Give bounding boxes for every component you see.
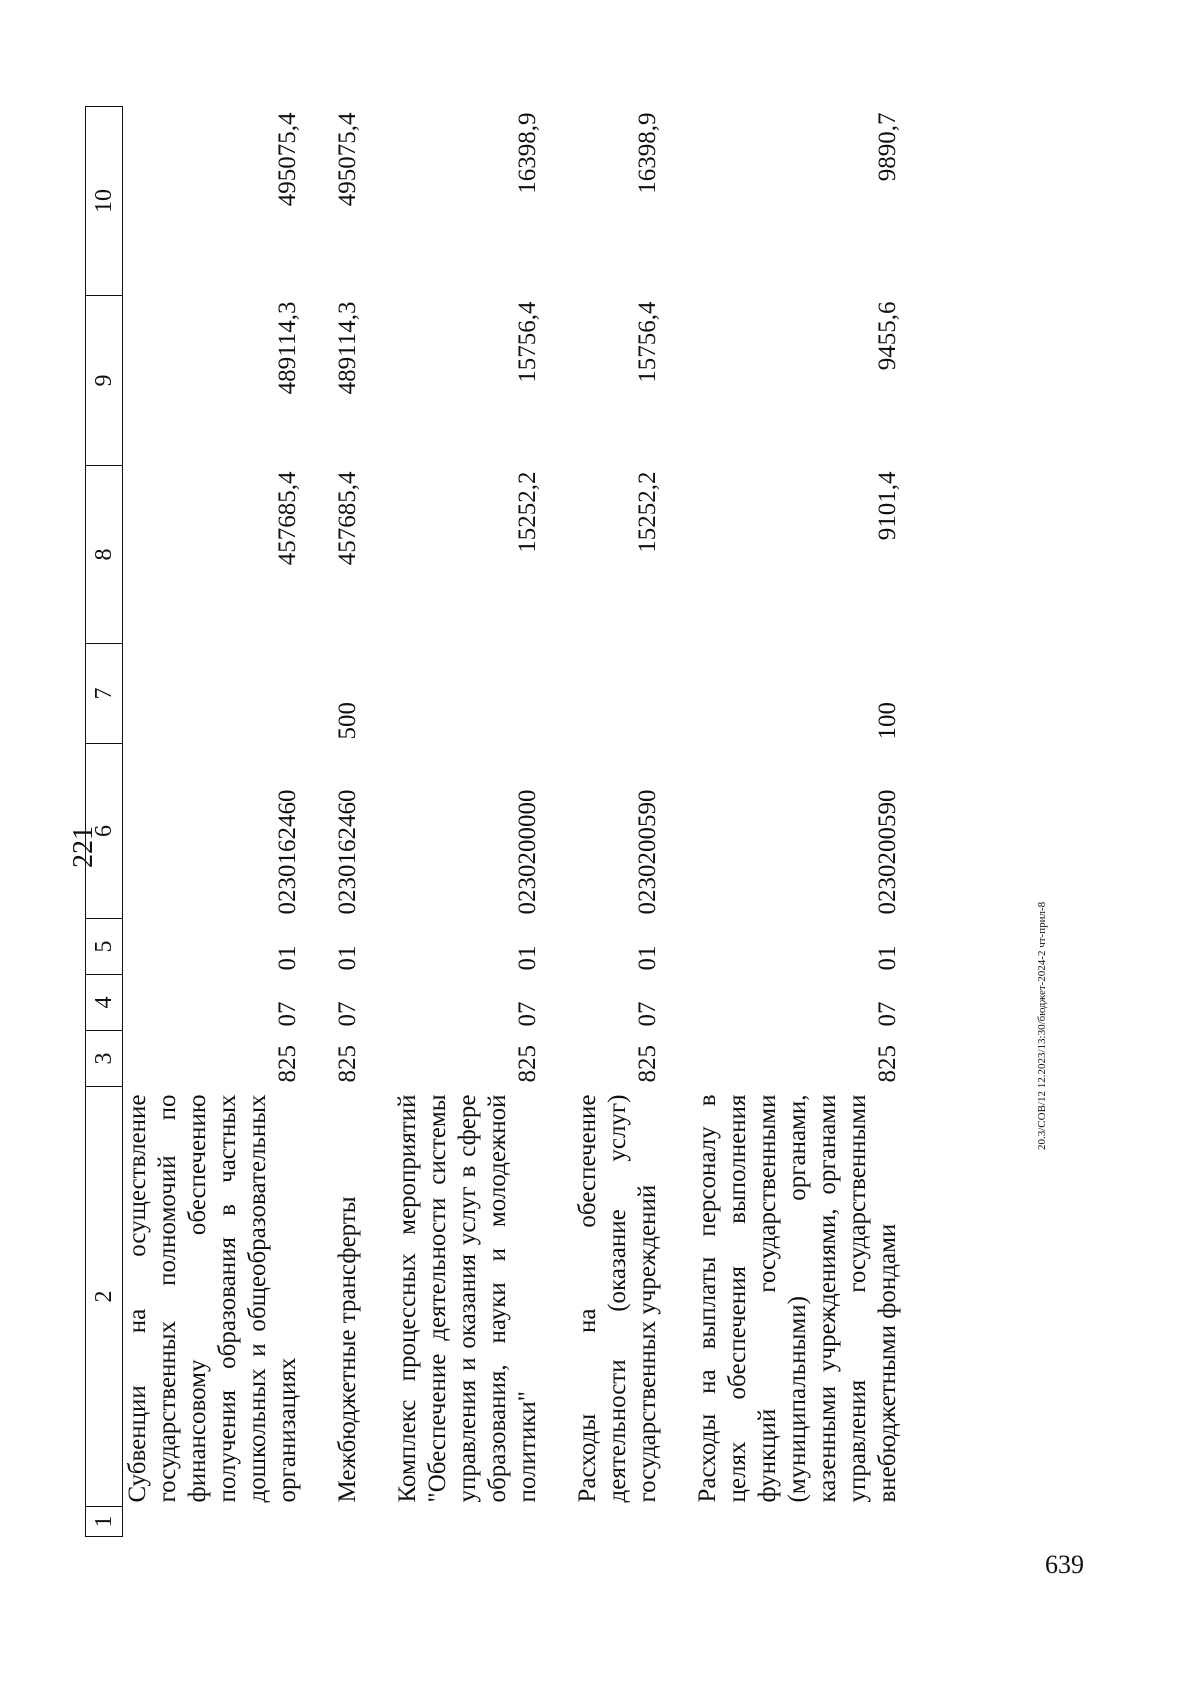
cell-amount-2025: 9455,6 xyxy=(874,301,901,371)
cell-expense-type: 100 xyxy=(874,702,901,740)
cell-target-article: 0230200590 xyxy=(874,789,901,915)
cell-amount-2024: 457685,4 xyxy=(274,471,301,566)
cell-amount-2024: 457685,4 xyxy=(334,471,361,566)
cell-subsection: 01 xyxy=(634,945,661,971)
cell-description: Расходы на обеспечение деятельности (оказание услуг) государственных учреждений xyxy=(574,1094,661,1503)
cell-section: 07 xyxy=(274,1001,301,1027)
cell-amount-2025: 15756,4 xyxy=(634,301,661,383)
footer-code: 20.3/СОВ/12 12.2023/13:30/бюджет-2024-2 чт-прил-8 xyxy=(1036,901,1048,1150)
cell-section: 07 xyxy=(334,1001,361,1027)
header-col-3: 3 xyxy=(86,1031,123,1087)
cell-amount-2025: 489114,3 xyxy=(334,301,361,395)
header-col-9: 9 xyxy=(86,296,123,466)
cell-c1 xyxy=(123,1507,304,1537)
cell-amount-2024: 9101,4 xyxy=(874,471,901,541)
header-col-6: 6 xyxy=(86,744,123,919)
row-spacer xyxy=(303,107,333,1537)
cell-target-article: 0230200590 xyxy=(634,789,661,915)
cell-amount-2024: 15252,2 xyxy=(634,471,661,553)
table-row xyxy=(123,107,304,1537)
header-col-4: 4 xyxy=(86,975,123,1031)
cell-subsection: 01 xyxy=(514,945,541,971)
cell-expense-type xyxy=(573,644,663,744)
cell-expense-type xyxy=(393,644,543,744)
cell-target-article: 0230162460 xyxy=(274,789,301,915)
table-row xyxy=(573,107,663,1537)
cell-amount-2026: 16398,9 xyxy=(634,112,661,194)
page-folio: 639 xyxy=(1045,1550,1084,1579)
row-spacer xyxy=(363,107,393,1537)
table-row xyxy=(333,107,363,1537)
cell-section: 07 xyxy=(874,1001,901,1027)
header-col-10: 10 xyxy=(86,107,123,296)
cell-section: 07 xyxy=(634,1001,661,1027)
table-row xyxy=(693,107,903,1537)
header-col-7: 7 xyxy=(86,644,123,744)
cell-amount-2026: 16398,9 xyxy=(514,112,541,194)
header-row xyxy=(86,107,123,1537)
cell-description: Межбюджетные трансферты xyxy=(334,1196,361,1503)
header-col-2: 2 xyxy=(86,1087,123,1507)
cell-target-article: 0230162460 xyxy=(334,789,361,915)
cell-expense-type: 500 xyxy=(334,702,361,740)
cell-description: Комплекс процессных мероприятий "Обеспечение деятельности системы управления и оказания услуг в сфере образования, науки и молодежной политики" xyxy=(394,1094,541,1503)
header-col-5: 5 xyxy=(86,919,123,975)
cell-amount-2026: 495075,4 xyxy=(274,112,301,207)
cell-description: Субвенции на осуществление государственных полномочий по финансовому обеспечению получения образования в частных дошкольных и общеобразовательных организациях xyxy=(124,1094,301,1503)
cell-ministry: 825 xyxy=(334,1045,361,1083)
cell-section: 07 xyxy=(514,1001,541,1027)
header-col-8: 8 xyxy=(86,466,123,644)
cell-ministry: 825 xyxy=(634,1045,661,1083)
cell-amount-2024: 15252,2 xyxy=(514,471,541,553)
cell-description: Расходы на выплаты персоналу в целях обеспечения выполнения функций государственными (муниципальными) органами, казенными учреждениями, органами управления государственными внебюджетными фондами xyxy=(694,1094,901,1503)
cell-c1 xyxy=(393,1507,543,1537)
cell-ministry: 825 xyxy=(874,1045,901,1083)
cell-ministry: 825 xyxy=(274,1045,301,1083)
page-number-top: 221 xyxy=(68,826,99,868)
cell-subsection: 01 xyxy=(274,945,301,971)
cell-amount-2026: 9890,7 xyxy=(874,112,901,182)
header-col-1: 1 xyxy=(86,1507,123,1537)
cell-c1 xyxy=(693,1507,903,1537)
budget-table xyxy=(85,106,903,1537)
cell-ministry: 825 xyxy=(514,1045,541,1083)
row-spacer xyxy=(543,107,573,1537)
cell-amount-2025: 489114,3 xyxy=(274,301,301,395)
cell-target-article: 0230200000 xyxy=(514,789,541,915)
cell-subsection: 01 xyxy=(334,945,361,971)
cell-amount-2025: 15756,4 xyxy=(514,301,541,383)
table-row xyxy=(393,107,543,1537)
cell-amount-2026: 495075,4 xyxy=(334,112,361,207)
cell-c1 xyxy=(573,1507,663,1537)
row-spacer xyxy=(663,107,693,1537)
cell-subsection: 01 xyxy=(874,945,901,971)
cell-expense-type xyxy=(123,644,304,744)
cell-c1 xyxy=(333,1507,363,1537)
